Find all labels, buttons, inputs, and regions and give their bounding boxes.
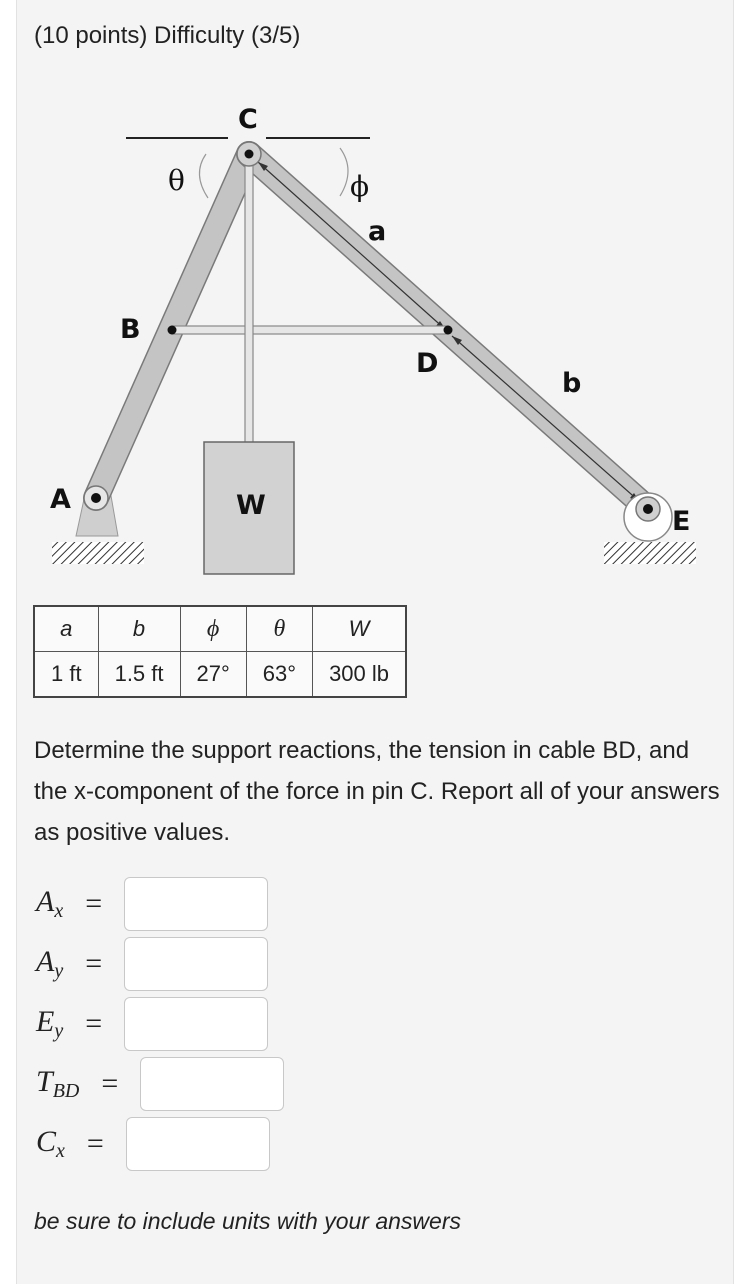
equals-sign: = — [85, 887, 103, 920]
label-length-b: b — [562, 368, 582, 399]
param-header-phi: ϕ — [180, 606, 246, 652]
answer-input-ey[interactable] — [124, 997, 268, 1051]
param-header-b: b — [98, 606, 180, 652]
label-phi: ϕ — [350, 170, 370, 203]
answer-label-cx: $C_x$ — [36, 1125, 65, 1162]
answer-input-tbd[interactable] — [140, 1057, 284, 1111]
param-value-a: 1 ft — [34, 652, 98, 698]
param-header-a: a — [34, 606, 98, 652]
parameters-value-row — [34, 652, 406, 698]
ground-e — [604, 542, 696, 564]
label-theta: θ — [168, 164, 185, 197]
answer-row-ey — [36, 996, 268, 1052]
parameters-header-row — [34, 606, 406, 652]
label-w: W — [236, 490, 266, 521]
label-c: C — [238, 104, 258, 135]
answer-input-cx[interactable] — [126, 1117, 270, 1171]
label-d: D — [416, 348, 439, 379]
answer-row-cx — [36, 1116, 270, 1172]
answer-row-ay — [36, 936, 268, 992]
answer-input-ax[interactable] — [124, 877, 268, 931]
answer-label-ay: $A_y$ — [36, 945, 64, 982]
param-value-phi: 27° — [180, 652, 246, 698]
equals-sign: = — [85, 947, 103, 980]
pin-e-dot — [643, 504, 653, 514]
param-value-b: 1.5 ft — [98, 652, 180, 698]
answer-label-tbd: $T_{BD}$ — [36, 1065, 80, 1102]
parameters-table — [33, 605, 407, 698]
answer-row-ax — [36, 876, 268, 932]
answer-label-ax: $A_x$ — [36, 885, 64, 922]
label-e: E — [672, 506, 691, 537]
equals-sign: = — [85, 1007, 103, 1040]
param-header-theta: θ — [246, 606, 312, 652]
question-header: (10 points) Difficulty (3/5) — [34, 22, 301, 49]
question-text: Determine the support reactions, the tension in cable BD, and the x-component of the force in pin C. Report all of your answers as positive values. — [34, 737, 720, 846]
pin-d-dot — [444, 326, 453, 335]
equals-sign: = — [86, 1127, 104, 1160]
pin-a-dot — [91, 493, 101, 503]
param-value-theta: 63° — [246, 652, 312, 698]
pin-c-dot — [245, 150, 254, 159]
ground-a — [52, 542, 144, 564]
param-header-w: W — [313, 606, 406, 652]
pin-b-dot — [168, 326, 177, 335]
theta-arc — [199, 154, 208, 198]
answer-input-ay[interactable] — [124, 937, 268, 991]
truss-diagram — [0, 90, 755, 590]
label-length-a: a — [368, 216, 387, 247]
answer-label-ey: $E_y$ — [36, 1005, 64, 1042]
answer-row-tbd — [36, 1056, 284, 1112]
equals-sign: = — [101, 1067, 119, 1100]
cable-bd — [172, 326, 448, 334]
label-b: B — [120, 314, 141, 345]
phi-arc — [340, 148, 348, 196]
cable-cw — [245, 154, 253, 444]
param-value-w: 300 lb — [313, 652, 406, 698]
dimension-b-line — [452, 336, 640, 502]
units-note: be sure to include units with your answers — [34, 1208, 461, 1234]
label-a-point: A — [50, 484, 71, 515]
